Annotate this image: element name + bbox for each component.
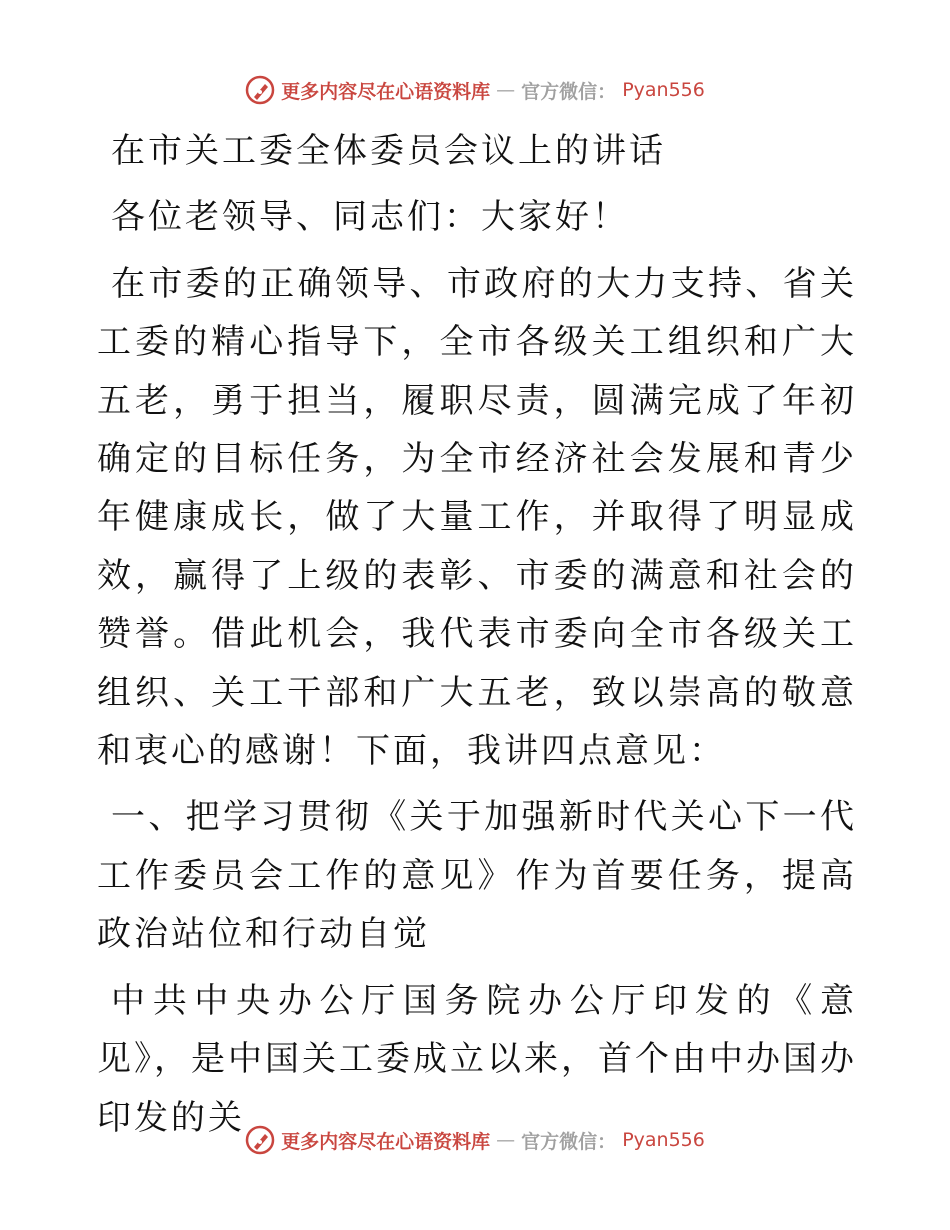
document-title: 在市关工委全体委员会议上的讲话: [111, 131, 666, 171]
banner-slogan: 更多内容尽在心语资料库: [281, 1130, 491, 1153]
banner-official-label: 官方微信：: [521, 80, 617, 103]
header-watermark-banner: [0, 70, 950, 110]
pen-nib-logo-icon: [245, 75, 275, 105]
pen-nib-logo-icon: [245, 1125, 275, 1155]
footer-banner-group: [245, 1125, 705, 1155]
banner-slogan: 更多内容尽在心语资料库: [281, 80, 491, 103]
header-banner-group: [245, 75, 705, 105]
greeting: 各位老领导、同志们：大家好！: [111, 197, 629, 238]
footer-watermark-banner: [0, 1120, 950, 1160]
banner-wechat-id: Pyan556: [622, 79, 705, 101]
paragraph-2: 中共中央办公厅国务院办公厅印发的《意见》，是中国关工委成立以来，首个由中办国办印发的关: [97, 980, 857, 1138]
banner-official-label: 官方微信：: [521, 1130, 617, 1153]
document-body: [97, 122, 857, 1147]
banner-wechat-id: Pyan556: [622, 1129, 705, 1151]
paragraph-intro: 在市委的正确领导、市政府的大力支持、省关工委的精心指导下，全市各级关工组织和广大五老，勇于担当，履职尽责，圆满完成了年初确定的目标任务，为全市经济社会发展和青少年健康成长，做了大量工作，并取得了明显成效，赢得了上级的表彰、市委的满意和社会的赞誉。借此机会，我代表市委向全市各级关工组织、关工干部和广大五老，致以崇高的敬意和衷心的感谢！下面，我讲四点意见：: [97, 263, 857, 772]
banner-separator: —: [496, 79, 516, 101]
banner-separator: —: [496, 1129, 516, 1151]
section-heading-1: 一、把学习贯彻《关于加强新时代关心下一代工作委员会工作的意见》作为首要任务，提高政治站位和行动自觉: [97, 797, 857, 955]
